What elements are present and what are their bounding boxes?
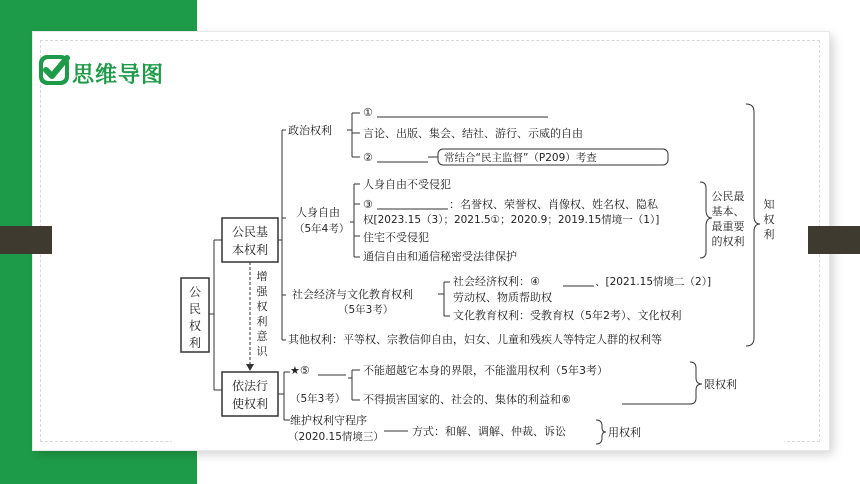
economic-rights-b: 、[2021.15情境二（2）] — [595, 276, 712, 288]
protect-ways: 方式：和解、调解、仲裁、诉讼 — [412, 425, 566, 438]
political-item-1: ① — [363, 106, 373, 119]
important-label: 最重要 — [711, 220, 745, 233]
economic-rights-a: 社会经济权利：④ — [453, 275, 540, 288]
social-years: （5年3考） — [338, 304, 394, 316]
cultural-rights: 文化教育权利：受教育权（5年2考）、文化权利 — [453, 309, 682, 322]
economic-rights-2: 劳动权、物质帮助权 — [453, 291, 552, 304]
limit-item-2: 不得损害国家的、社会的、集体的利益和⑥ — [363, 393, 571, 406]
awareness-char: 利 — [256, 315, 268, 328]
protect-years: （2020.15情境三） — [288, 431, 384, 443]
personal-item-2b: ：名誉权、荣誉权、肖像权、姓名权、隐私 — [449, 198, 658, 211]
personal-item-3: 住宅不受侵犯 — [363, 231, 429, 244]
basic-rights-label: 公民基 — [231, 225, 269, 239]
root-char: 民 — [188, 302, 202, 316]
limit-star: ★⑤ — [290, 364, 310, 377]
limit-label: 限权利 — [704, 378, 737, 391]
personal-years: （5年4考） — [294, 223, 350, 235]
important-label: 的权利 — [711, 235, 745, 248]
political-label: 政治权利 — [288, 124, 332, 137]
political-item-2: 言论、出版、集会、结社、游行、示威的自由 — [363, 127, 583, 140]
protect-label: 维护权利守程序 — [290, 414, 367, 427]
personal-item-2a: ③ — [363, 198, 373, 211]
important-label: 基本、 — [711, 205, 745, 218]
know-label: 利 — [763, 228, 775, 241]
root-char: 利 — [188, 336, 202, 350]
root-char: 权 — [188, 319, 202, 333]
root-char: 公 — [188, 285, 202, 299]
awareness-char: 强 — [256, 285, 268, 298]
limit-item-1: 不能超越它本身的界限，不能滥用权利（5年3考） — [363, 364, 608, 377]
awareness-char: 增 — [256, 270, 268, 283]
awareness-char: 识 — [256, 345, 268, 358]
political-note: 常结合“民主监督”（P209）考查 — [444, 152, 597, 164]
page-title: 思维导图 — [72, 63, 165, 88]
awareness-char: 权 — [256, 300, 268, 313]
important-label: 公民最 — [711, 190, 745, 203]
limit-years: （5年3考） — [290, 393, 346, 405]
personal-item-1: 人身自由不受侵犯 — [363, 178, 451, 191]
know-label: 知 — [763, 198, 775, 211]
other-rights: 其他权利：平等权、宗教信仰自由，妇女、儿童和残疾人等特定人群的权利等 — [288, 333, 662, 346]
personal-label: 人身自由 — [296, 206, 340, 219]
basic-rights-label: 本权利 — [231, 243, 269, 257]
use-rights-label: 用权利 — [608, 426, 641, 439]
personal-item-2c: 权[2023.15（3）；2021.5①；2020.9；2019.15情境一（1）] — [363, 214, 660, 226]
personal-item-4: 通信自由和通信秘密受法律保护 — [363, 250, 517, 263]
know-label: 权 — [763, 213, 775, 226]
social-label: 社会经济与文化教育权利 — [292, 288, 413, 301]
exercise-rights-label: 依法行 — [231, 379, 269, 393]
awareness-char: 意 — [256, 330, 268, 343]
exercise-rights-label: 使权利 — [231, 397, 269, 411]
political-item-3: ② — [363, 151, 373, 164]
